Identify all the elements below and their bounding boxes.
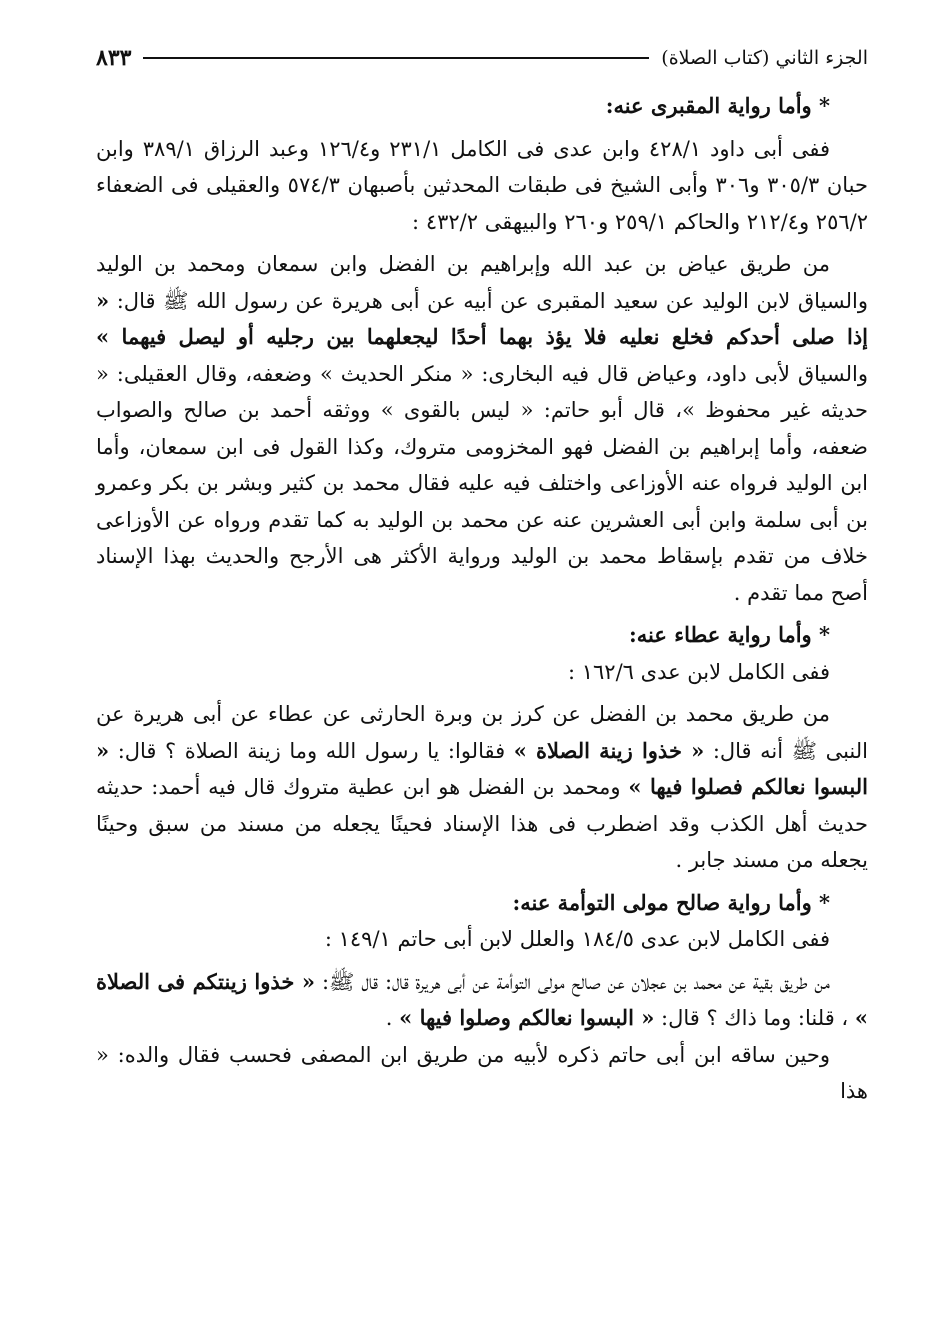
heading-salih: * وأما رواية صالح مولى التوأمة عنه:	[512, 889, 830, 915]
dialogue-text: ، قلنا: وما ذاك ؟ قال:	[661, 1006, 849, 1030]
paragraph-sources-salih: ففى الكامل لابن عدى ١٨٤/٥ والعلل لابن أبى حاتم ١٤٩/١ :	[324, 927, 830, 951]
critique-text: ومحمد بن الفضل هو ابن عطية متروك قال فيه أحمد: حديثه حديث أهل الكذب وقد اضطرب فى هذا الإسناد فحينًا يجعله من مسند من سبق وحينًا يجعله من مسند جابر .	[96, 775, 868, 872]
period-text: .	[385, 1006, 393, 1030]
critique-text: والسياق لأبى داود، وعياض قال فيه البخارى: « منكر الحديث » وضعفه، وقال العقيلى: « حديثه غير محفوظ »، قال أبو حاتم: « ليس بالقوى » ووثقه أحمد بن صالح والصواب ضعفه، وأما إبراهيم بن الفضل فهو المخزومى متروك، وكذا القول فى ابن سمعان، وأما ابن الوليد فرواه عنه الأوزاعى واختلف فيه عليه فقال محمد بن كثير وبشر بن بكر وعمرو بن أبى سلمة وابن أبى العشرين عنه عن محمد بن الوليد به كما تقدم ورواه عن الأوزاعى خلاف من تقدم بإسقاط محمد بن الوليد ورواية الأكثر هى الأرجح والحديث بهذا الإسناد أصح مما تقدم .	[96, 361, 868, 605]
paragraph-sources-maqburi: ففى أبى داود ٤٢٨/١ وابن عدى فى الكامل ٢٣١/١ و١٢٦/٤ وعبد الرزاق ٣٨٩/١ وابن حبان ٣٠٥/٣ و٣٠٦ وأبى الشيخ فى طبقات المحدثين بأصبهان ٥٧٤/٣ والعقيلى فى الضعفاء ٢٥٦/٢ و٢١٢/٤ والحاكم ٢٥٩/١ و٢٦٠ والبيهقى ٤٣٢/٢ :	[96, 136, 868, 234]
hadith-text-zeenah: « خذوا زينة الصلاة »	[513, 737, 705, 763]
paragraph-isnad-ata	[96, 696, 868, 879]
hadith-text-zeenatakum: « خذوا زينتكم فى الصلاة »	[96, 968, 868, 1030]
heading-maqburi: * وأما رواية المقبرى عنه:	[605, 93, 830, 118]
page-content	[96, 88, 868, 1110]
hadith-text-wear-sandals-pray: « البسوا نعالكم وصلوا فيها »	[399, 1005, 655, 1030]
paragraph-sources-ata: ففى الكامل لابن عدى ١٦٢/٦ :	[567, 659, 830, 684]
isnad-text: من طريق بقية عن محمد بن عجلان عن صالح مولى التوأمة عن أبى هريرة قال: قال ﷺ:	[321, 969, 830, 994]
header-rule	[143, 57, 649, 59]
paragraph-ibn-abi-hatim: وحين ساقه ابن أبى حاتم ذكره لأبيه من طريق ابن المصفى فحسب فقال والده: « هذا	[96, 1042, 868, 1103]
hadith-text-sandals: « إذا صلى أحدكم فخلع نعليه فلا يؤذ بهما أحدًا ليجعلهما بين رجليه أو ليصل فيهما »	[96, 287, 868, 349]
isnad-text: من طريق عياض بن عبد الله وإبراهيم بن الفضل وابن سمعان ومحمد بن الوليد والسياق لابن الوليد عن سعيد المقبرى عن أبيه عن أبى هريرة عن رسول الله ﷺ قال:	[96, 252, 868, 313]
page-header	[96, 38, 868, 78]
isnad-text: من طريق محمد بن الفضل عن كرز بن وبرة الحارثى عن عطاء عن أبى هريرة عن النبى ﷺ أنه قال:	[96, 702, 868, 763]
dialogue-text: فقالوا: يا رسول الله وما زينة الصلاة ؟ قال:	[117, 738, 506, 763]
paragraph-isnad-salih	[96, 964, 868, 1037]
heading-ata: * وأما رواية عطاء عنه:	[629, 622, 830, 647]
hadith-text-wear-sandals: « البسوا نعالكم فصلوا فيها »	[96, 737, 868, 799]
running-title: الجزء الثاني (كتاب الصلاة)	[661, 47, 868, 69]
paragraph-isnad-maqburi	[96, 246, 868, 611]
page-number: ٨٣٣	[96, 45, 132, 71]
